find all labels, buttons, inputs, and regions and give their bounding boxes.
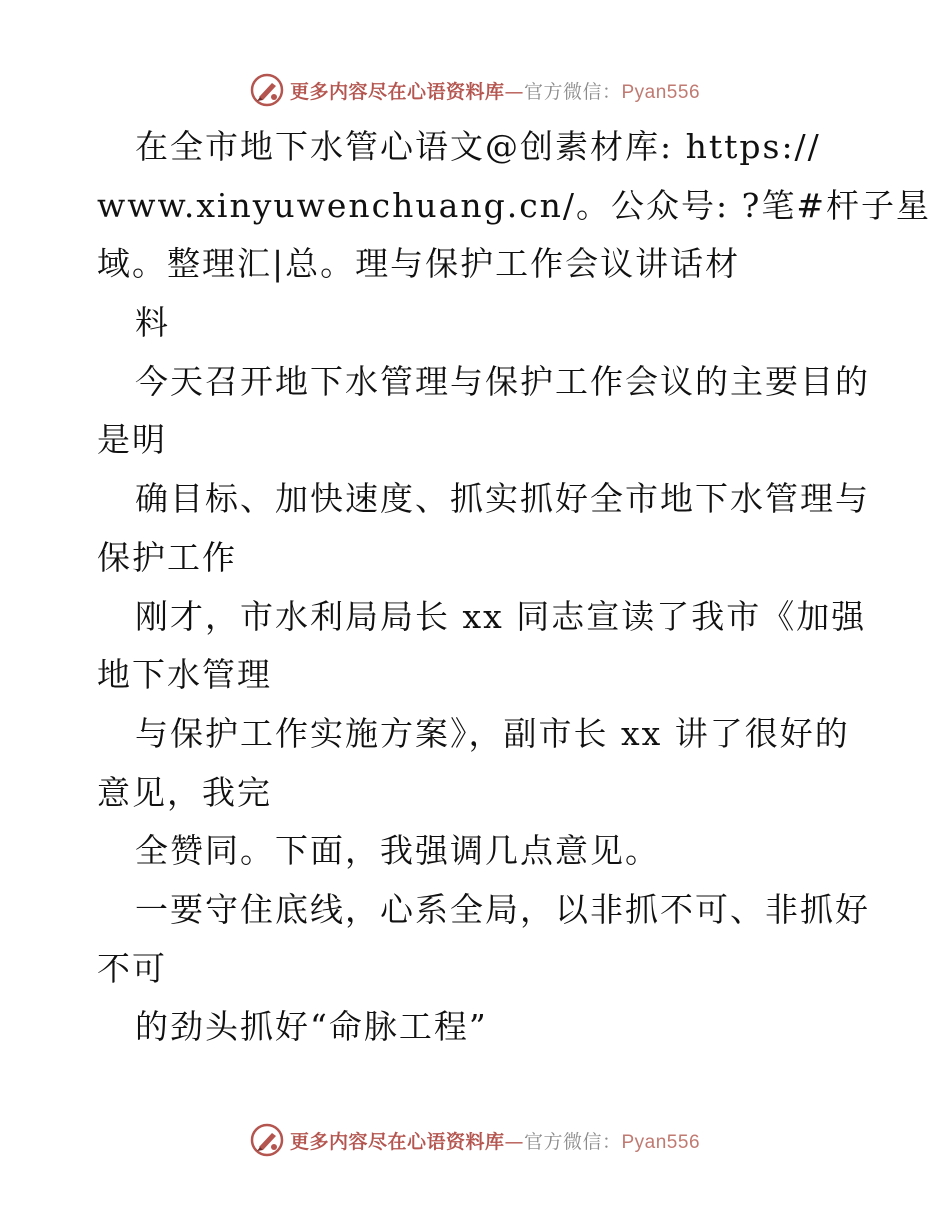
header-banner-text — [290, 77, 700, 104]
wechat-label: 官方微信： — [523, 80, 622, 103]
wechat-label: 官方微信： — [523, 1130, 622, 1153]
separator: — — [504, 1130, 524, 1153]
text-line-12: 意见，我完 — [97, 772, 272, 812]
text-line-9: 刚才，市水利局局长 xx 同志宣读了我市《加强 — [135, 596, 867, 636]
text-line-16: 的劲头抓好“命脉工程” — [135, 1007, 488, 1047]
text-line-3: 域。整理汇|总。理与保护工作会议讲话材 — [97, 244, 741, 284]
text-line-15: 不可 — [97, 948, 167, 988]
brand-text: 更多内容尽在心语资料库 — [289, 80, 505, 103]
text-line-7: 确目标、加快速度、抓实抓好全市地下水管理与 — [135, 479, 870, 519]
text-line-10: 地下水管理 — [97, 655, 272, 695]
text-line-1: 在全市地下水管心语文@创素材库: https:// — [135, 127, 821, 166]
text-line-4: 料 — [135, 303, 170, 343]
text-line-6: 是明 — [97, 420, 167, 460]
header-banner — [0, 70, 950, 110]
text-line-13: 全赞同。下面，我强调几点意见。 — [135, 831, 660, 871]
wechat-id: Pyan556 — [621, 1131, 701, 1153]
brand-text: 更多内容尽在心语资料库 — [289, 1130, 505, 1153]
text-line-2: www.xinyuwenchuang.cn/。公众号: ?笔#杆子星 — [97, 185, 931, 225]
separator: — — [504, 80, 524, 103]
brand-seal-icon — [250, 1123, 284, 1157]
text-line-5: 今天召开地下水管理与保护工作会议的主要目的 — [135, 361, 870, 401]
brand-seal-icon — [250, 73, 284, 107]
text-line-11: 与保护工作实施方案》，副市长 xx 讲了很好的 — [135, 713, 850, 753]
text-line-14: 一要守住底线，心系全局，以非抓不可、非抓好 — [135, 889, 870, 929]
document-body — [97, 118, 931, 1057]
text-line-8: 保护工作 — [97, 537, 237, 577]
footer-banner-text — [290, 1127, 700, 1154]
footer-banner — [0, 1120, 950, 1160]
wechat-id: Pyan556 — [621, 81, 701, 103]
